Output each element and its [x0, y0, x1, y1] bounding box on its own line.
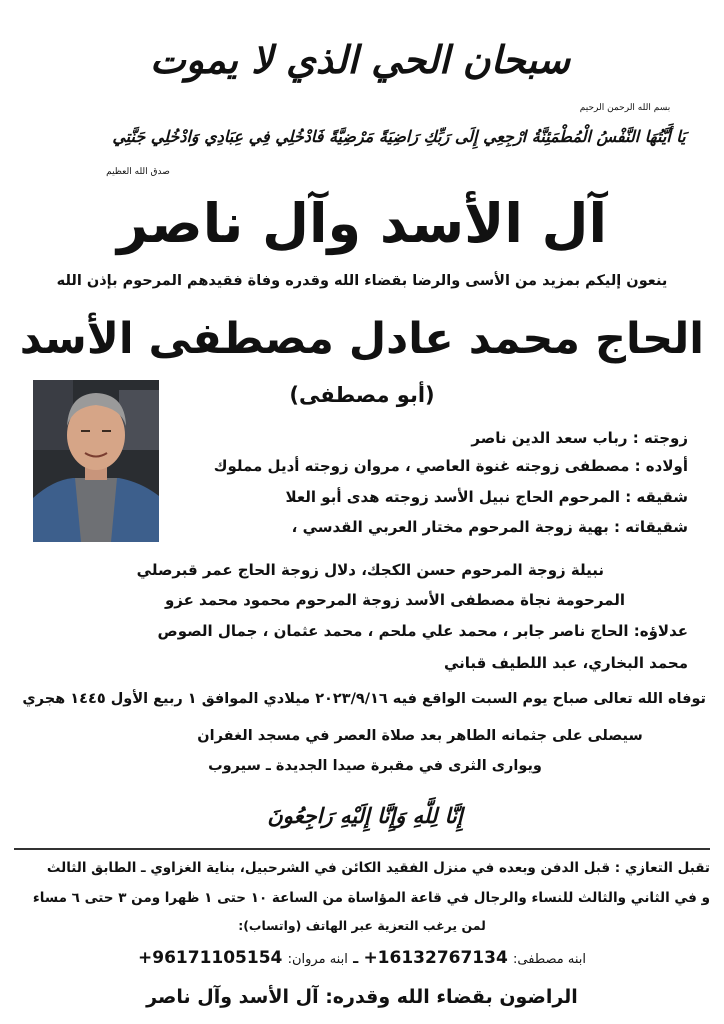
son-marwan-phone[interactable]: +96171105154	[138, 948, 283, 968]
phones-row	[90, 944, 634, 974]
sadaqa: صدق الله العظيم	[106, 167, 170, 177]
closing-line: الراضون بقضاء الله وقدره: آل الأسد وآل ناصر	[146, 986, 578, 1008]
sisters-line-1: شقيقاته : بهية زوجة المرحوم مختار العربي القدسي ،	[291, 518, 688, 536]
announcement: ينعون إليكم بمزيد من الأسى والرضا بقضاء الله وقدره وفاة فقيدهم المرحوم بإذن الله	[56, 273, 668, 289]
condolence-line-3: لمن يرغب التعزية عبر الهاتف (واتساب):	[238, 918, 486, 933]
deceased-nickname: (أبو مصطفى)	[289, 383, 435, 407]
son-mustafa-phone[interactable]: +16132767134	[363, 948, 508, 968]
basmala: بسم الله الرحمن الرحيم	[579, 103, 671, 113]
condolence-line-1: تقبل التعازي : قبل الدفن وبعده في منزل الفقيد الكائن في الشرحبيل، بناية الغزاوي ـ الطابق الثالث	[46, 860, 710, 876]
brother-line: شقيقه : المرحوم الحاج نبيل الأسد زوجته هدى أبو العلا	[285, 488, 688, 506]
sisters-line-2: نبيلة زوجة المرحوم حسن الكجك، دلال زوجة الحاج عمر قبرصلي	[136, 561, 604, 579]
prayer-line: سيصلى على جثمانه الطاهر بعد صلاة العصر في مسجد الغفران	[197, 728, 643, 744]
portrait-image	[33, 380, 159, 542]
burial-line: ويوارى الثرى في مقبرة صيدا الجديدة ـ سيروب	[208, 758, 542, 774]
deceased-photo	[33, 380, 159, 542]
verse: يَا أَيَّتُهَا النَّفْسُ الْمُطْمَئِنَّةُ ارْجِعِي إِلَى رَبِّكِ رَاضِيَةً مَرْضِيَّةً فَادْخُلِي فِي عِبَادِي وَادْخُلِي جَنَّتِي	[112, 127, 686, 146]
families-heading: آل الأسد وآل ناصر	[116, 192, 608, 255]
son-marwan-label: ابنه مروان:	[287, 952, 348, 967]
deceased-name: الحاج محمد عادل مصطفى الأسد	[19, 314, 704, 364]
sisters-line-3: المرحومة نجاة مصطفى الأسد زوجة المرحوم محمود محمد عزو	[164, 591, 625, 609]
top-calligraphy: سبحان الحي الذي لا يموت	[149, 37, 570, 82]
wife-line: زوجته : رباب سعد الدين ناصر	[471, 429, 688, 447]
death-line: توفاه الله تعالى صباح يوم السبت الواقع فيه ٢٠٢٣/٩/١٦ ميلادي الموافق ١ ربيع الأول ١٤٤٥ هجري	[22, 691, 706, 707]
sons-line: أولاده : مصطفى زوجته غنوة العاصي ، مروان زوجته أديل مملوك	[213, 457, 688, 475]
divider	[14, 848, 710, 850]
footer-verse: إِنَّا لِلَّهِ وَإِنَّا إِلَيْهِ رَاجِعُونَ	[267, 803, 463, 828]
in-laws-line-1: عدلاؤه: الحاج ناصر جابر ، محمد علي ملحم ، محمد عثمان ، جمال الصوص	[157, 622, 688, 640]
in-laws-line-2: محمد البخاري، عبد اللطيف قباني	[443, 654, 688, 672]
son-mustafa-label: ابنه مصطفى:	[513, 952, 586, 967]
condolence-line-2: و في الثاني والثالث للنساء والرجال في قاعة المؤاساة من الساعة ١٠ حتى ١ ظهرا ومن ٣ حتى ٦ مساء	[32, 890, 710, 906]
phone-separator: ـ	[353, 949, 359, 967]
